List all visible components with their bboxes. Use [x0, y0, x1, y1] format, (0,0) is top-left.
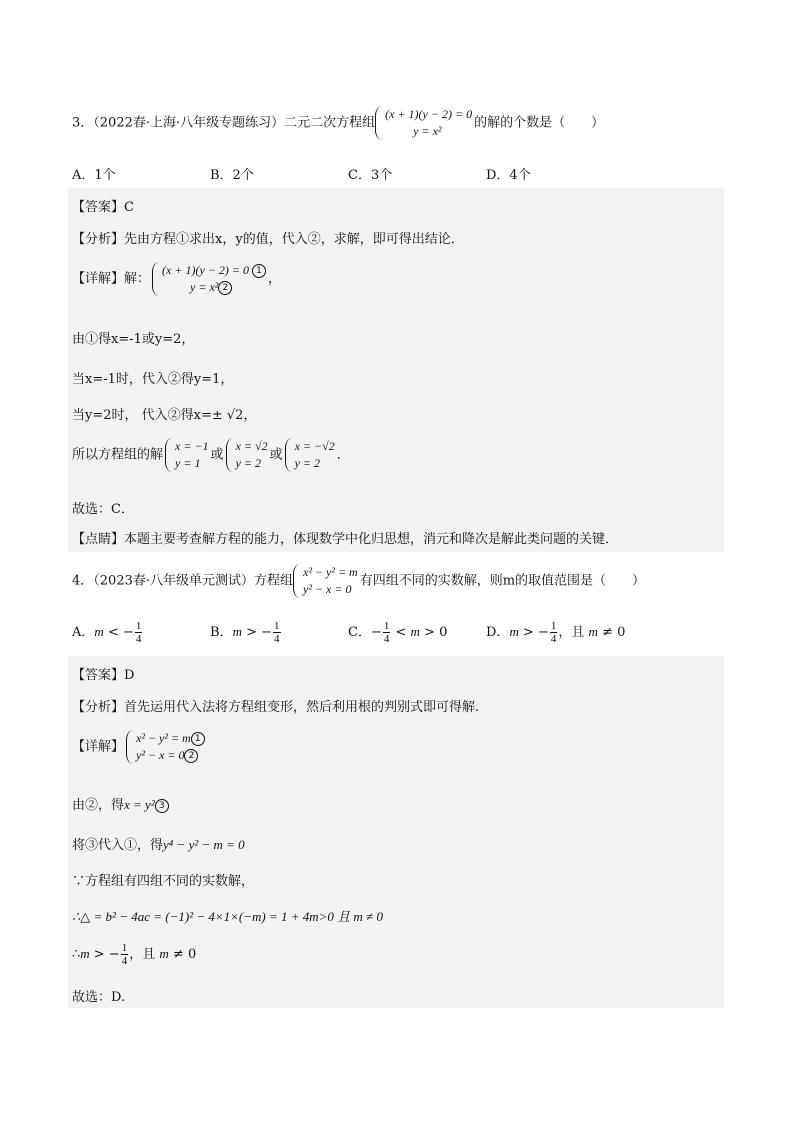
q4-detail: 【详解】 x² − y² = m 1 y² − x = 0 2: [72, 730, 207, 764]
q4-option-d: D．m > − $\frac{1}{4}$ ，且 m ≠ 0: [486, 620, 626, 645]
q3-line3: 当y=2时， 代入②得x=± √2，: [72, 408, 257, 423]
q4-stem: 4．（2023春·八年级单元测试）方程组 x² − y² = m y² − x = 0 有四组不同的实数解，则m的取值范围是（ ）: [72, 565, 646, 596]
q3-answer: 【答案】C: [72, 200, 134, 215]
q3-line2: 当x=-1时，代入②得y=1，: [72, 372, 234, 387]
q4-analysis: 【分析】首先运用代入法将方程组变形，然后利用根的判别式即可得解.: [72, 700, 480, 715]
q4-option-a: A．m < − $\frac{1}{4}$: [72, 620, 142, 645]
q3-comment: 【点睛】本题主要考查解方程的能力，体现数学中化归思想，消元和降次是解此类问题的关键．: [72, 532, 619, 547]
q3-analysis: 【分析】先由方程①求出x，y的值，代入②，求解，即可得出结论．: [72, 232, 464, 247]
q4-line1: 由②，得x = y² 3: [72, 794, 169, 813]
q4-line5: ∴m > − $\frac{1}{4}$ ，且 m ≠ 0: [72, 942, 197, 967]
q3-stem: 3．（2022春·上海·八年级专题练习）二元二次方程组 (x + 1)(y − 2) = 0 y = x² 的解的个数是（ ）: [72, 107, 605, 138]
q3-option-b: B．2个: [210, 168, 254, 183]
q4-option-c: C．− $\frac{1}{4}$ < m > 0: [348, 620, 448, 645]
q3-line1: 由①得x=-1或y=2，: [72, 332, 195, 347]
q4-answer: 【答案】D: [72, 668, 135, 683]
q4-choose: 故选：D.: [72, 990, 126, 1005]
q3-system: (x + 1)(y − 2) = 0 y = x²: [375, 106, 472, 140]
q4-option-b: B．m > − $\frac{1}{4}$: [210, 620, 280, 645]
q3-option-a: A．1个: [72, 168, 116, 183]
q4-line3: ∵方程组有四组不同的实数解，: [72, 874, 255, 889]
q4-line2: 将③代入①，得y⁴ − y² − m = 0: [72, 837, 245, 853]
q3-solutions: 所以方程组的解 x = −1 y = 1 或 x = √2 y = 2 或 x = −√2 y = 2 ．: [72, 439, 350, 470]
q3-detail: 【详解】解： (x + 1)(y − 2) = 0 1 y = x² 2 ，: [72, 263, 281, 294]
q4-system: x² − y² = m y² − x = 0: [293, 564, 358, 598]
q3-choose: 故选：C．: [72, 502, 134, 517]
q3-option-d: D．4个: [486, 168, 531, 183]
q4-line4: ∴△ = b² − 4ac = (−1)² − 4×1×(−m) = 1 + 4m>0 且 m ≠ 0: [72, 909, 383, 924]
q3-option-c: C．3个: [348, 168, 393, 183]
